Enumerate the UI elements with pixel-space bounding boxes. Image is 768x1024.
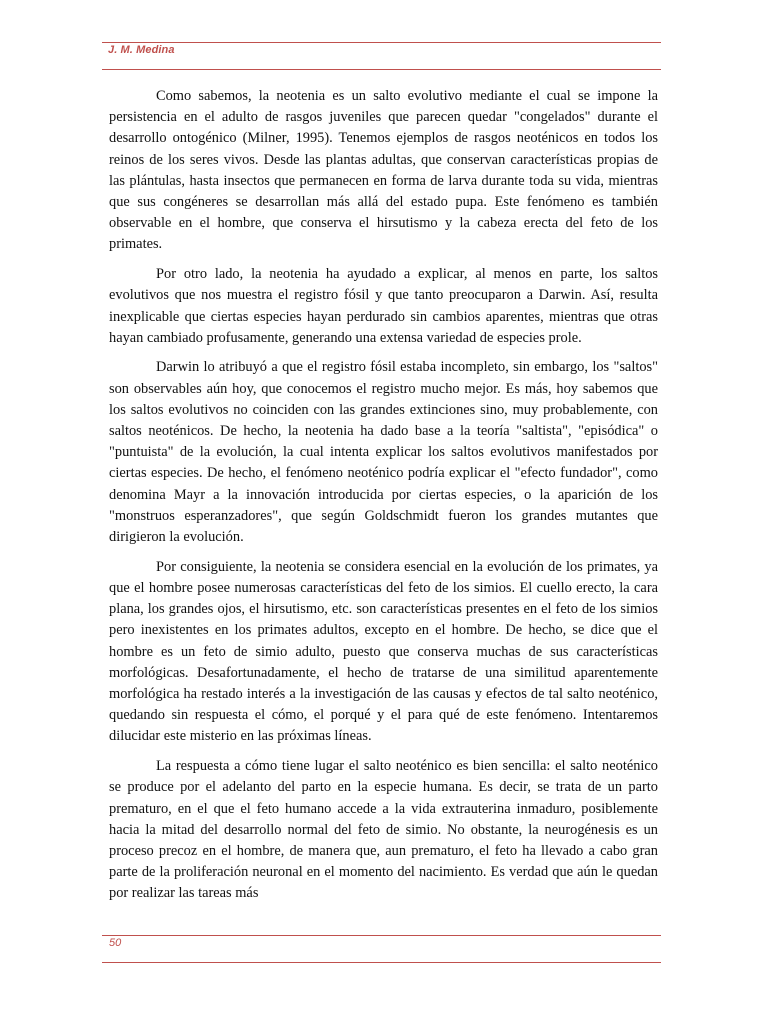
paragraph-1: Como sabemos, la neotenia es un salto evolutivo mediante el cual se impone la persistencia en el adulto de rasgos juveniles que parecen quedar "congelados" durante el desarrollo ontogénico (Milner, 1995). Tenemos ejemplos de rasgos neoténicos en todos los reinos de los seres vivos. Desde las plantas adultas, que conservan características propias de las plántulas, hasta insectos que permanecen en forma de larva durante toda su vida, mientras que sus congéneres se desarrollan más allá del estado pupa. Este fenómeno es también observable en el hombre, que conserva el hirsutismo y la cabeza erecta del feto de los primates.: [109, 88, 658, 253]
paragraph-5: La respuesta a cómo tiene lugar el salto neoténico es bien sencilla: el salto neoténico se produce por el adelanto del parto en la especie humana. Es decir, se trata de un parto prematuro, en el que el feto humano accede a la vida extrauterina inmaduro, posiblemente hacia la mitad del desarrollo normal del feto de simio. No obstante, la neurogénesis es un proceso precoz en el hombre, de manera que, aun prematuro, el feto ha llevado a cabo gran parte de la proliferación neuronal en el momento del nacimiento. Es verdad que aún le quedan por realizar las tareas más: [109, 758, 658, 902]
body-text: [109, 86, 658, 913]
paragraph-4: Por consiguiente, la neotenia se considera esencial en la evolución de los primates, ya que el hombre posee numerosas características del feto de los simios. El cuello erecto, la cara plana, los grandes ojos, el hirsutismo, etc. son características presentes en el feto de los simios pero inexistentes en los primates adultos, excepto en el hombre. De hecho, se dice que el hombre es un feto de simio adulto, puesto que conserva muchas de sus características morfológicas. Desafortunadamente, el hecho de tratarse de una similitud aparentemente morfológica ha restado interés a la investigación de las causas y efectos de tal salto neoténico, quedando sin respuesta el cómo, el porqué y el para qué de este fenómeno. Intentaremos dilucidar este misterio en las próximas líneas.: [109, 558, 658, 745]
header-bottom-rule: [102, 69, 661, 70]
footer-bottom-rule: [102, 962, 661, 963]
header-top-rule: [102, 42, 661, 43]
footer-top-rule: [102, 935, 661, 936]
header-author: J. M. Medina: [108, 44, 175, 56]
paragraph-2: Por otro lado, la neotenia ha ayudado a explicar, al menos en parte, los saltos evolutivos que nos muestra el registro fósil y que tanto preocuparon a Darwin. Así, resulta inexplicable que ciertas especies hayan perdurado sin cambios aparentes, mientras que otras hayan cambiado profusamente, generando una extensa variedad de especies prole.: [109, 266, 658, 346]
page-number: 50: [109, 937, 122, 949]
paragraph-3: Darwin lo atribuyó a que el registro fósil estaba incompleto, sin embargo, los "saltos" son observables aún hoy, que conocemos el registro mucho mejor. Es más, hoy sabemos que los saltos evolutivos no coinciden con las grandes extinciones sino, muy probablemente, con saltos neoténicos. De hecho, la neotenia ha dado base a la teoría "saltista", "episódica" o "puntuista" de la evolución, la cual intenta explicar los saltos evolutivos manifestados por ciertas especies. De hecho, el fenómeno neoténico podría explicar el "efecto fundador", como denomina Mayr a la innovación introducida por ciertas especies, o la aparición de los "monstruos esperanzadores", que según Goldschmidt fueron los grandes mutantes que dirigieron la evolución.: [109, 359, 658, 546]
